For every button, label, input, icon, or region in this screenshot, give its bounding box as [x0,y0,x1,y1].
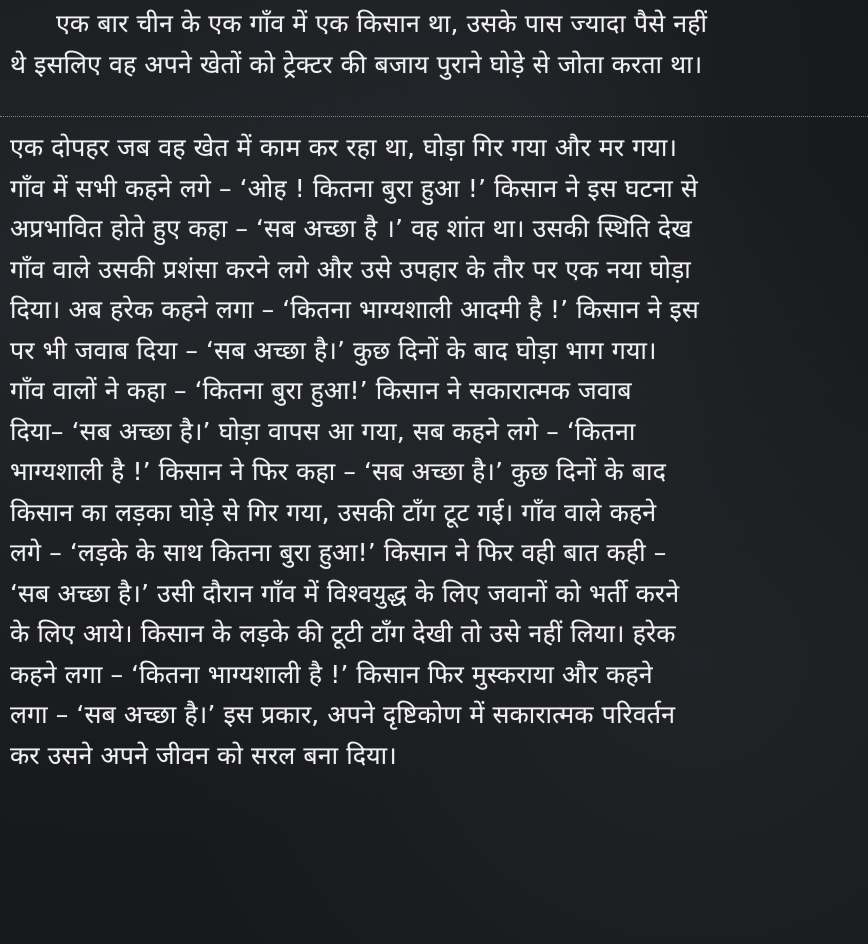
text-line: लगा – ‘सब अच्छा है।’ इस प्रकार, अपने दृष्टिकोण में सकारात्मक परिवर्तन [10,700,676,729]
text-line: गाँव वालों ने कहा – ‘कितना बुरा हुआ!’ किसान ने सकारात्मक जवाब [10,376,632,405]
text-line: गाँव में सभी कहने लगे – ‘ओह ! कितना बुरा हुआ !’ किसान ने इस घटना से [10,173,698,203]
text-line: भाग्यशाली है !’ किसान ने फिर कहा – ‘सब अच्छा है।’ कुछ दिनों के बाद [10,457,666,486]
text-line: थे इसलिए वह अपने खेतों को ट्रेक्टर की बजाय पुराने घोड़े से जोता करता था। [10,49,703,79]
text-line: ‘सब अच्छा है।’ उसी दौरान गाँव में विश्वयुद्ध के लिए जवानों को भर्ती करने [10,578,680,608]
text-line: लगे – ‘लड़के के साथ कितना बुरा हुआ!’ किसान ने फिर वही बात कही – [10,538,667,567]
text-line: कर उसने अपने जीवन को सरल बना दिया। [10,740,397,770]
text-line: दिया– ‘सब अच्छा है।’ घोड़ा वापस आ गया, सब कहने लगे – ‘कितना [10,416,636,446]
dotted-divider [0,116,868,117]
text-line: पर भी जवाब दिया – ‘सब अच्छा है।’ कुछ दिनों के बाद घोड़ा भाग गया। [10,335,657,365]
text-line: किसान का लड़का घोड़े से गिर गया, उसकी टाँग टूट गई। गाँव वाले कहने [10,497,657,527]
text-line: के लिए आये। किसान के लड़के की टूटी टाँग देखी तो उसे नहीं लिया। हरेक [10,619,676,648]
text-line: कहने लगा – ‘कितना भाग्यशाली है !’ किसान फिर मुस्कराया और कहने [10,659,653,689]
text-line: अप्रभावित होते हुए कहा – ‘सब अच्छा है ।’ वह शांत था। उसकी स्थिति देख [10,214,692,243]
text-line: गाँव वाले उसकी प्रशंसा करने लगे और उसे उपहार के तौर पर एक नया घोड़ा [10,254,691,284]
text-line: एक बार चीन के एक गाँव में एक किसान था, उसके पास ज्यादा पैसे नहीं [56,9,708,38]
text-line: दिया। अब हरेक कहने लगा – ‘कितना भाग्यशाली आदमी है !’ किसान ने इस [10,295,699,324]
text-line: एक दोपहर जब वह खेत में काम कर रहा था, घोड़ा गिर गया और मर गया। [10,133,678,162]
